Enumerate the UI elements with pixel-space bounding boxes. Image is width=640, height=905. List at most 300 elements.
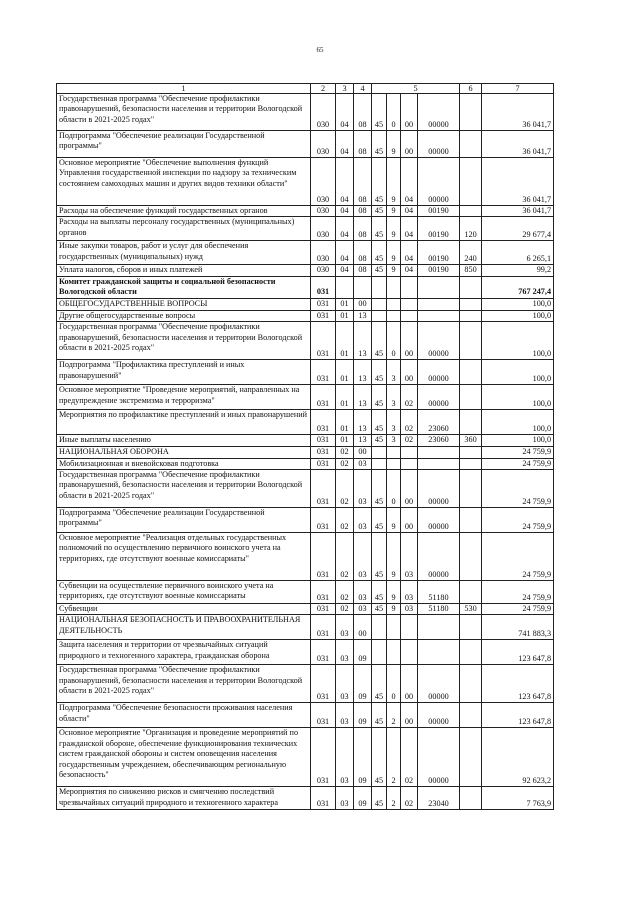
ministry-code-cell: 031 [311, 276, 336, 298]
page-number: 65 [316, 46, 324, 54]
target-code-program-cell: 45 [372, 604, 387, 615]
subsection-code-cell: 09 [354, 703, 372, 728]
target-code-subprogram-cell: 9 [387, 131, 401, 158]
subsection-code-cell: 09 [354, 665, 372, 703]
ministry-code-cell: 031 [311, 615, 336, 640]
target-code-subprogram-cell [387, 298, 401, 310]
table-row [57, 298, 554, 310]
expense-type-code-cell [460, 470, 482, 508]
section-code-cell: 02 [336, 581, 354, 604]
target-code-direction-cell: 00000 [418, 94, 460, 131]
item-name-cell: Мероприятия по снижению рисков и смягчению последствий чрезвычайных ситуаций природного и техногенного характера [57, 787, 311, 810]
expense-type-code-cell [460, 298, 482, 310]
expense-type-code-cell [460, 615, 482, 640]
amount-cell: 7 763,9 [482, 787, 554, 810]
item-name-cell: Государственная программа "Обеспечение профилактики правонарушений, безопасности населения и территории Вологодской области в 2021-2025 годах" [57, 470, 311, 508]
target-code-direction-cell: 00000 [418, 665, 460, 703]
target-code-activity-cell: 00 [401, 322, 418, 360]
target-code-activity-cell: 00 [401, 360, 418, 385]
section-code-cell: 01 [336, 360, 354, 385]
table-body [57, 94, 554, 810]
expense-type-code-cell: 530 [460, 604, 482, 615]
target-code-program-cell: 45 [372, 360, 387, 385]
header-cell: 2 [311, 84, 336, 94]
target-code-activity-cell [401, 458, 418, 469]
target-code-activity-cell: 04 [401, 241, 418, 265]
expense-type-code-cell: 240 [460, 241, 482, 265]
target-code-activity-cell: 00 [401, 703, 418, 728]
header-cell: 1 [57, 84, 311, 94]
target-code-subprogram-cell: 9 [387, 241, 401, 265]
amount-cell: 24 759,9 [482, 470, 554, 508]
table-row [57, 206, 554, 217]
expense-type-code-cell [460, 94, 482, 131]
section-code-cell: 01 [336, 310, 354, 321]
amount-cell: 100,0 [482, 360, 554, 385]
expense-type-code-cell: 360 [460, 435, 482, 446]
target-code-direction-cell: 51180 [418, 581, 460, 604]
expense-type-code-cell [460, 360, 482, 385]
amount-cell: 24 759,9 [482, 446, 554, 458]
target-code-subprogram-cell: 3 [387, 385, 401, 410]
target-code-subprogram-cell: 0 [387, 322, 401, 360]
item-name-cell: Иные выплаты населению [57, 435, 311, 446]
target-code-program-cell: 45 [372, 703, 387, 728]
target-code-subprogram-cell: 2 [387, 728, 401, 787]
expense-type-code-cell [460, 322, 482, 360]
table-row [57, 787, 554, 810]
subsection-code-cell: 03 [354, 533, 372, 581]
ministry-code-cell: 031 [311, 410, 336, 435]
target-code-program-cell [372, 640, 387, 665]
target-code-direction-cell: 00000 [418, 508, 460, 533]
target-code-activity-cell: 00 [401, 470, 418, 508]
ministry-code-cell: 031 [311, 787, 336, 810]
target-code-activity-cell: 03 [401, 581, 418, 604]
table-row [57, 446, 554, 458]
target-code-direction-cell: 00190 [418, 241, 460, 265]
item-name-cell: Субвенции на осуществление первичного воинского учета на территориях, где отсутствуют военные комиссариаты [57, 581, 311, 604]
expense-type-code-cell [460, 385, 482, 410]
ministry-code-cell: 031 [311, 508, 336, 533]
target-code-activity-cell: 02 [401, 410, 418, 435]
item-name-cell: Подпрограмма "Обеспечение безопасности проживания населения области" [57, 703, 311, 728]
table-row [57, 322, 554, 360]
amount-cell: 123 647,8 [482, 640, 554, 665]
target-code-direction-cell: 00000 [418, 131, 460, 158]
table-row [57, 360, 554, 385]
expense-type-code-cell [460, 158, 482, 206]
target-code-subprogram-cell: 9 [387, 604, 401, 615]
table-row [57, 470, 554, 508]
ministry-code-cell: 031 [311, 581, 336, 604]
target-code-direction-cell [418, 458, 460, 469]
amount-cell: 24 759,9 [482, 581, 554, 604]
header-cell: 6 [460, 84, 482, 94]
target-code-program-cell [372, 298, 387, 310]
section-code-cell: 02 [336, 458, 354, 469]
target-code-direction-cell [418, 640, 460, 665]
amount-cell: 24 759,9 [482, 604, 554, 615]
item-name-cell: ОБЩЕГОСУДАРСТВЕННЫЕ ВОПРОСЫ [57, 298, 311, 310]
target-code-activity-cell [401, 276, 418, 298]
section-code-cell: 01 [336, 322, 354, 360]
amount-cell: 24 759,9 [482, 508, 554, 533]
ministry-code-cell: 031 [311, 435, 336, 446]
target-code-subprogram-cell: 3 [387, 410, 401, 435]
expense-type-code-cell [460, 446, 482, 458]
budget-table [56, 83, 554, 810]
item-name-cell: Подпрограмма "Обеспечение реализации Государственной программы" [57, 508, 311, 533]
subsection-code-cell: 08 [354, 241, 372, 265]
target-code-program-cell: 45 [372, 265, 387, 276]
target-code-program-cell: 45 [372, 533, 387, 581]
item-name-cell: Подпрограмма "Профилактика преступлений и иных правонарушений" [57, 360, 311, 385]
target-code-direction-cell: 23060 [418, 410, 460, 435]
section-code-cell: 01 [336, 435, 354, 446]
target-code-activity-cell: 00 [401, 665, 418, 703]
section-code-cell: 04 [336, 265, 354, 276]
table-row [57, 458, 554, 469]
target-code-activity-cell: 03 [401, 604, 418, 615]
amount-cell: 99,2 [482, 265, 554, 276]
target-code-activity-cell: 02 [401, 787, 418, 810]
target-code-subprogram-cell [387, 310, 401, 321]
section-code-cell: 02 [336, 470, 354, 508]
target-code-subprogram-cell: 3 [387, 435, 401, 446]
target-code-direction-cell: 00000 [418, 533, 460, 581]
target-code-subprogram-cell: 9 [387, 508, 401, 533]
target-code-program-cell: 45 [372, 158, 387, 206]
target-code-subprogram-cell [387, 458, 401, 469]
ministry-code-cell: 031 [311, 298, 336, 310]
target-code-activity-cell: 04 [401, 265, 418, 276]
item-name-cell: Подпрограмма "Обеспечение реализации Государственной программы" [57, 131, 311, 158]
ministry-code-cell: 031 [311, 533, 336, 581]
header-cell: 5 [372, 84, 460, 94]
target-code-program-cell: 45 [372, 728, 387, 787]
target-code-program-cell [372, 446, 387, 458]
target-code-activity-cell [401, 640, 418, 665]
target-code-program-cell: 45 [372, 94, 387, 131]
target-code-activity-cell: 02 [401, 435, 418, 446]
table-row [57, 581, 554, 604]
target-code-subprogram-cell [387, 276, 401, 298]
target-code-subprogram-cell [387, 446, 401, 458]
ministry-code-cell: 031 [311, 604, 336, 615]
target-code-subprogram-cell: 2 [387, 787, 401, 810]
subsection-code-cell: 13 [354, 322, 372, 360]
target-code-subprogram-cell: 0 [387, 470, 401, 508]
section-code-cell: 03 [336, 640, 354, 665]
expense-type-code-cell [460, 131, 482, 158]
target-code-direction-cell: 23060 [418, 435, 460, 446]
header-cell: 4 [354, 84, 372, 94]
ministry-code-cell: 030 [311, 265, 336, 276]
amount-cell: 100,0 [482, 310, 554, 321]
ministry-code-cell: 031 [311, 640, 336, 665]
amount-cell: 100,0 [482, 385, 554, 410]
target-code-program-cell [372, 276, 387, 298]
target-code-direction-cell: 23040 [418, 787, 460, 810]
target-code-activity-cell: 03 [401, 533, 418, 581]
target-code-activity-cell [401, 298, 418, 310]
amount-cell: 24 759,9 [482, 458, 554, 469]
target-code-program-cell [372, 458, 387, 469]
table-row [57, 665, 554, 703]
target-code-subprogram-cell: 3 [387, 360, 401, 385]
amount-cell: 29 677,4 [482, 217, 554, 241]
subsection-code-cell: 09 [354, 640, 372, 665]
amount-cell: 36 041,7 [482, 206, 554, 217]
expense-type-code-cell [460, 703, 482, 728]
subsection-code-cell: 03 [354, 470, 372, 508]
ministry-code-cell: 031 [311, 703, 336, 728]
table-row [57, 217, 554, 241]
target-code-program-cell: 45 [372, 787, 387, 810]
ministry-code-cell: 030 [311, 158, 336, 206]
ministry-code-cell: 030 [311, 94, 336, 131]
target-code-program-cell: 45 [372, 385, 387, 410]
section-code-cell: 04 [336, 131, 354, 158]
subsection-code-cell: 13 [354, 410, 372, 435]
target-code-activity-cell: 02 [401, 385, 418, 410]
target-code-activity-cell: 02 [401, 728, 418, 787]
target-code-subprogram-cell: 2 [387, 703, 401, 728]
table-row [57, 310, 554, 321]
ministry-code-cell: 030 [311, 241, 336, 265]
subsection-code-cell: 13 [354, 310, 372, 321]
table-row [57, 265, 554, 276]
expense-type-code-cell [460, 533, 482, 581]
expense-type-code-cell [460, 508, 482, 533]
amount-cell: 100,0 [482, 435, 554, 446]
section-code-cell: 03 [336, 787, 354, 810]
amount-cell: 24 759,9 [482, 533, 554, 581]
subsection-code-cell: 03 [354, 581, 372, 604]
target-code-program-cell: 45 [372, 470, 387, 508]
item-name-cell: Иные закупки товаров, работ и услуг для обеспечения государственных (муниципальных) нужд [57, 241, 311, 265]
item-name-cell: Государственная программа "Обеспечение профилактики правонарушений, безопасности населения и территории Вологодской области в 2021-2025 годах" [57, 94, 311, 131]
target-code-direction-cell: 00000 [418, 158, 460, 206]
subsection-code-cell: 09 [354, 787, 372, 810]
table-row [57, 728, 554, 787]
target-code-subprogram-cell: 9 [387, 217, 401, 241]
section-code-cell: 02 [336, 508, 354, 533]
table-row [57, 604, 554, 615]
amount-cell: 100,0 [482, 410, 554, 435]
ministry-code-cell: 030 [311, 206, 336, 217]
item-name-cell: НАЦИОНАЛЬНАЯ ОБОРОНА [57, 446, 311, 458]
expense-type-code-cell [460, 581, 482, 604]
target-code-program-cell: 45 [372, 581, 387, 604]
target-code-subprogram-cell: 0 [387, 665, 401, 703]
subsection-code-cell: 09 [354, 728, 372, 787]
target-code-direction-cell: 00190 [418, 217, 460, 241]
item-name-cell: Расходы на выплаты персоналу государственных (муниципальных) органов [57, 217, 311, 241]
section-code-cell: 04 [336, 158, 354, 206]
table-row [57, 533, 554, 581]
expense-type-code-cell [460, 728, 482, 787]
ministry-code-cell: 031 [311, 665, 336, 703]
amount-cell: 36 041,7 [482, 158, 554, 206]
target-code-activity-cell: 00 [401, 131, 418, 158]
target-code-direction-cell [418, 446, 460, 458]
subsection-code-cell: 00 [354, 298, 372, 310]
section-code-cell: 03 [336, 703, 354, 728]
target-code-program-cell: 45 [372, 435, 387, 446]
table-row [57, 158, 554, 206]
target-code-program-cell: 45 [372, 217, 387, 241]
item-name-cell: Государственная программа "Обеспечение профилактики правонарушений, безопасности населения и территории Вологодской области в 2021-2025 годах" [57, 665, 311, 703]
target-code-activity-cell: 04 [401, 206, 418, 217]
item-name-cell: Основное мероприятие "Организация и проведение мероприятий по гражданской обороне, обеспечение функционирования технических систем гражданской обороны и систем оповещения населения государственным учреждением, обеспечивающим региональную безопасность" [57, 728, 311, 787]
section-code-cell [336, 276, 354, 298]
target-code-direction-cell [418, 310, 460, 321]
subsection-code-cell [354, 276, 372, 298]
section-code-cell: 02 [336, 533, 354, 581]
target-code-program-cell [372, 310, 387, 321]
target-code-subprogram-cell: 9 [387, 265, 401, 276]
table-row [57, 703, 554, 728]
subsection-code-cell: 08 [354, 217, 372, 241]
expense-type-code-cell [460, 640, 482, 665]
ministry-code-cell: 030 [311, 131, 336, 158]
item-name-cell: Другие общегосударственные вопросы [57, 310, 311, 321]
item-name-cell: Субвенции [57, 604, 311, 615]
amount-cell: 36 041,7 [482, 94, 554, 131]
target-code-direction-cell: 00000 [418, 322, 460, 360]
ministry-code-cell: 031 [311, 470, 336, 508]
target-code-direction-cell: 00000 [418, 385, 460, 410]
section-code-cell: 03 [336, 728, 354, 787]
expense-type-code-cell [460, 458, 482, 469]
subsection-code-cell: 03 [354, 604, 372, 615]
table-row [57, 615, 554, 640]
subsection-code-cell: 03 [354, 508, 372, 533]
item-name-cell: Государственная программа "Обеспечение профилактики правонарушений, безопасности населения и территории Вологодской области в 2021-2025 годах" [57, 322, 311, 360]
expense-type-code-cell: 120 [460, 217, 482, 241]
ministry-code-cell: 030 [311, 217, 336, 241]
item-name-cell: Уплата налогов, сборов и иных платежей [57, 265, 311, 276]
target-code-program-cell [372, 615, 387, 640]
item-name-cell: НАЦИОНАЛЬНАЯ БЕЗОПАСНОСТЬ И ПРАВООХРАНИТЕЛЬНАЯ ДЕЯТЕЛЬНОСТЬ [57, 615, 311, 640]
section-code-cell: 04 [336, 94, 354, 131]
target-code-direction-cell [418, 615, 460, 640]
expense-type-code-cell: 850 [460, 265, 482, 276]
section-code-cell: 02 [336, 446, 354, 458]
amount-cell: 767 247,4 [482, 276, 554, 298]
target-code-subprogram-cell [387, 640, 401, 665]
target-code-direction-cell: 51180 [418, 604, 460, 615]
table-row [57, 94, 554, 131]
target-code-program-cell: 45 [372, 206, 387, 217]
target-code-subprogram-cell: 9 [387, 533, 401, 581]
amount-cell: 6 265,1 [482, 241, 554, 265]
ministry-code-cell: 031 [311, 385, 336, 410]
target-code-activity-cell [401, 446, 418, 458]
target-code-direction-cell: 00000 [418, 470, 460, 508]
table-row [57, 276, 554, 298]
target-code-direction-cell: 00190 [418, 265, 460, 276]
section-code-cell: 01 [336, 385, 354, 410]
amount-cell: 123 647,8 [482, 703, 554, 728]
target-code-subprogram-cell: 0 [387, 94, 401, 131]
target-code-activity-cell [401, 615, 418, 640]
item-name-cell: Защита населения и территории от чрезвычайных ситуаций природного и техногенного характера, гражданская оборона [57, 640, 311, 665]
item-name-cell: Мероприятия по профилактике преступлений и иных правонарушений [57, 410, 311, 435]
amount-cell: 123 647,8 [482, 665, 554, 703]
subsection-code-cell: 08 [354, 158, 372, 206]
target-code-subprogram-cell [387, 615, 401, 640]
header-cell: 3 [336, 84, 354, 94]
ministry-code-cell: 031 [311, 458, 336, 469]
item-name-cell: Мобилизационная и вневойсковая подготовка [57, 458, 311, 469]
section-code-cell: 01 [336, 298, 354, 310]
ministry-code-cell: 031 [311, 446, 336, 458]
ministry-code-cell: 031 [311, 360, 336, 385]
expense-type-code-cell [460, 665, 482, 703]
section-code-cell: 02 [336, 604, 354, 615]
amount-cell: 92 623,2 [482, 728, 554, 787]
expense-type-code-cell [460, 410, 482, 435]
ministry-code-cell: 031 [311, 310, 336, 321]
section-code-cell: 03 [336, 615, 354, 640]
target-code-program-cell: 45 [372, 665, 387, 703]
expense-type-code-cell [460, 206, 482, 217]
subsection-code-cell: 08 [354, 94, 372, 131]
target-code-subprogram-cell: 9 [387, 158, 401, 206]
target-code-direction-cell: 00000 [418, 360, 460, 385]
target-code-activity-cell [401, 310, 418, 321]
target-code-program-cell: 45 [372, 241, 387, 265]
item-name-cell: Основное мероприятие "Обеспечение выполнения функций Управления государственной инспекции по надзору за техническим состоянием самоходных машин и других видов техники области" [57, 158, 311, 206]
expense-type-code-cell [460, 310, 482, 321]
table-row [57, 131, 554, 158]
item-name-cell: Основное мероприятие "Проведение мероприятий, направленных на предупреждение экстремизма и терроризма" [57, 385, 311, 410]
subsection-code-cell: 08 [354, 265, 372, 276]
target-code-direction-cell: 00000 [418, 728, 460, 787]
target-code-activity-cell: 00 [401, 508, 418, 533]
header-row [57, 84, 554, 94]
subsection-code-cell: 13 [354, 435, 372, 446]
target-code-program-cell: 45 [372, 322, 387, 360]
target-code-subprogram-cell: 9 [387, 581, 401, 604]
table-row [57, 508, 554, 533]
target-code-activity-cell: 04 [401, 158, 418, 206]
target-code-direction-cell: 00000 [418, 703, 460, 728]
ministry-code-cell: 031 [311, 322, 336, 360]
header-cell: 7 [482, 84, 554, 94]
expense-type-code-cell [460, 276, 482, 298]
section-code-cell: 01 [336, 410, 354, 435]
item-name-cell: Расходы на обеспечение функций государственных органов [57, 206, 311, 217]
target-code-program-cell: 45 [372, 131, 387, 158]
subsection-code-cell: 08 [354, 131, 372, 158]
amount-cell: 100,0 [482, 322, 554, 360]
target-code-direction-cell: 00190 [418, 206, 460, 217]
amount-cell: 36 041,7 [482, 131, 554, 158]
target-code-activity-cell: 00 [401, 94, 418, 131]
expense-type-code-cell [460, 787, 482, 810]
subsection-code-cell: 13 [354, 360, 372, 385]
target-code-direction-cell [418, 276, 460, 298]
table-row [57, 640, 554, 665]
item-name-cell: Комитет гражданской защиты и социальной безопасности Вологодской области [57, 276, 311, 298]
subsection-code-cell: 03 [354, 458, 372, 469]
target-code-direction-cell [418, 298, 460, 310]
subsection-code-cell: 13 [354, 385, 372, 410]
